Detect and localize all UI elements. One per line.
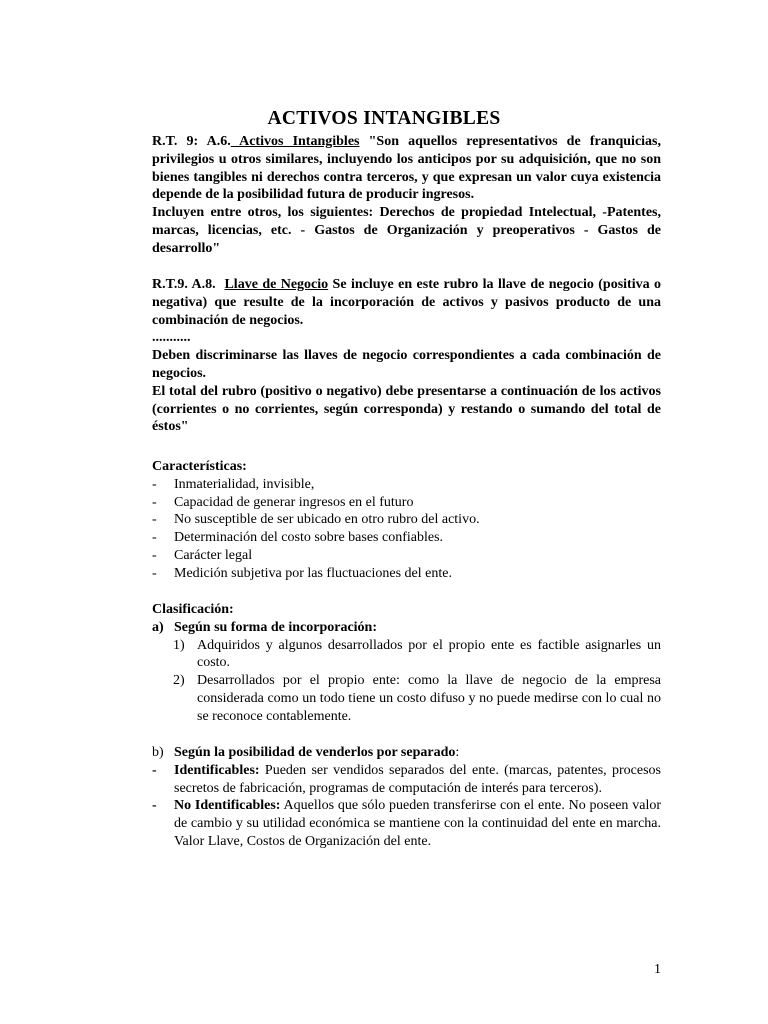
rt9-a6-paragraph <box>152 133 661 204</box>
rt9-a8-paragraph <box>152 276 661 329</box>
rt9-a6-ref: R.T. 9: A.6. <box>152 134 231 149</box>
clasificacion-heading: Clasificación: <box>152 602 234 617</box>
list-item: - No Identificables: Aquellos que sólo pueden transferirse con el ente. No poseen valor de cambio y su utilidad económica se mantiene con la continuidad del ente en marcha. Valor Llave, Costos de Organización del ente. <box>152 798 661 849</box>
clasificacion-section <box>152 601 661 726</box>
rt9-a8-ref: R.T.9. A.8. <box>152 277 216 292</box>
page-title: ACTIVOS INTANGIBLES <box>267 108 501 129</box>
clasificacion-b-section <box>152 744 661 851</box>
clasificacion-b-heading: b) Según la posibilidad de venderlos por separado: <box>152 745 460 760</box>
rt9-a8-section <box>152 276 661 436</box>
rt9-a8-heading: Llave de Negocio <box>224 277 329 292</box>
list-item: - No susceptible de ser ubicado en otro rubro del activo. <box>152 512 480 528</box>
caracteristicas-section <box>152 458 661 583</box>
list-item: 1) Adquiridos y algunos desarrollados por el propio ente es factible asignarles un costo. <box>173 637 661 671</box>
rt9-a8-text: Se incluye en este rubro la llave de negocio (positiva o negativa) que resulte de la incorporación de activos y pasivos producto de una combinación de negocios. <box>152 277 662 328</box>
list-item: - Capacidad de generar ingresos en el futuro <box>152 494 414 510</box>
rt9-a6-section <box>152 133 661 258</box>
rt9-a8-total: El total del rubro (positivo o negativo) debe presentarse a continuación de los activos (corrientes o no corrientes, según corresponda) y restando o sumando del total de éstos" <box>152 383 661 435</box>
rt9-a6-heading: Activos Intangibles <box>230 134 360 149</box>
rt9-a6-includes: Incluyen entre otros, los siguientes: Derechos de propiedad Intelectual, -Patentes, marcas, licencias, etc. - Gastos de Organización y preoperativos - Gastos de desarrollo" <box>152 205 661 256</box>
list-item: - Medición subjetiva por las fluctuaciones del ente. <box>152 565 452 581</box>
list-item: - Carácter legal <box>152 547 253 563</box>
list-item: - Determinación del costo sobre bases confiables. <box>152 530 444 546</box>
page-number: 1 <box>654 962 661 977</box>
rt9-a8-ellipsis: ........... <box>152 330 191 346</box>
list-item: - Inmaterialidad, invisible, <box>152 476 315 492</box>
rt9-a8-discriminate: Deben discriminarse las llaves de negocio correspondientes a cada combinación de negocios. <box>152 348 661 381</box>
caracteristicas-heading: Características: <box>152 459 247 474</box>
list-item: 2) Desarrollados por el propio ente: como la llave de negocio de la empresa considerada como un todo tiene un costo difuso y no puede medirse con lo cual no se reconoce contablemente. <box>173 673 661 724</box>
rt9-a6-quote: "Son aquellos representativos de franquicias, privilegios u otros similares, incluyendo los anticipos por su adquisición, que no son bienes tangibles ni derechos contra terceros, y que expresan un valor cuya existencia depende de la posibilidad futura de producir ingresos. <box>152 134 662 203</box>
list-item: - Identificables: Pueden ser vendidos separados del ente. (marcas, patentes, procesos secretos de fabricación, programas de computación de interés para terceros). <box>152 762 661 796</box>
clasificacion-a-heading: a) Según su forma de incorporación: <box>152 619 377 635</box>
